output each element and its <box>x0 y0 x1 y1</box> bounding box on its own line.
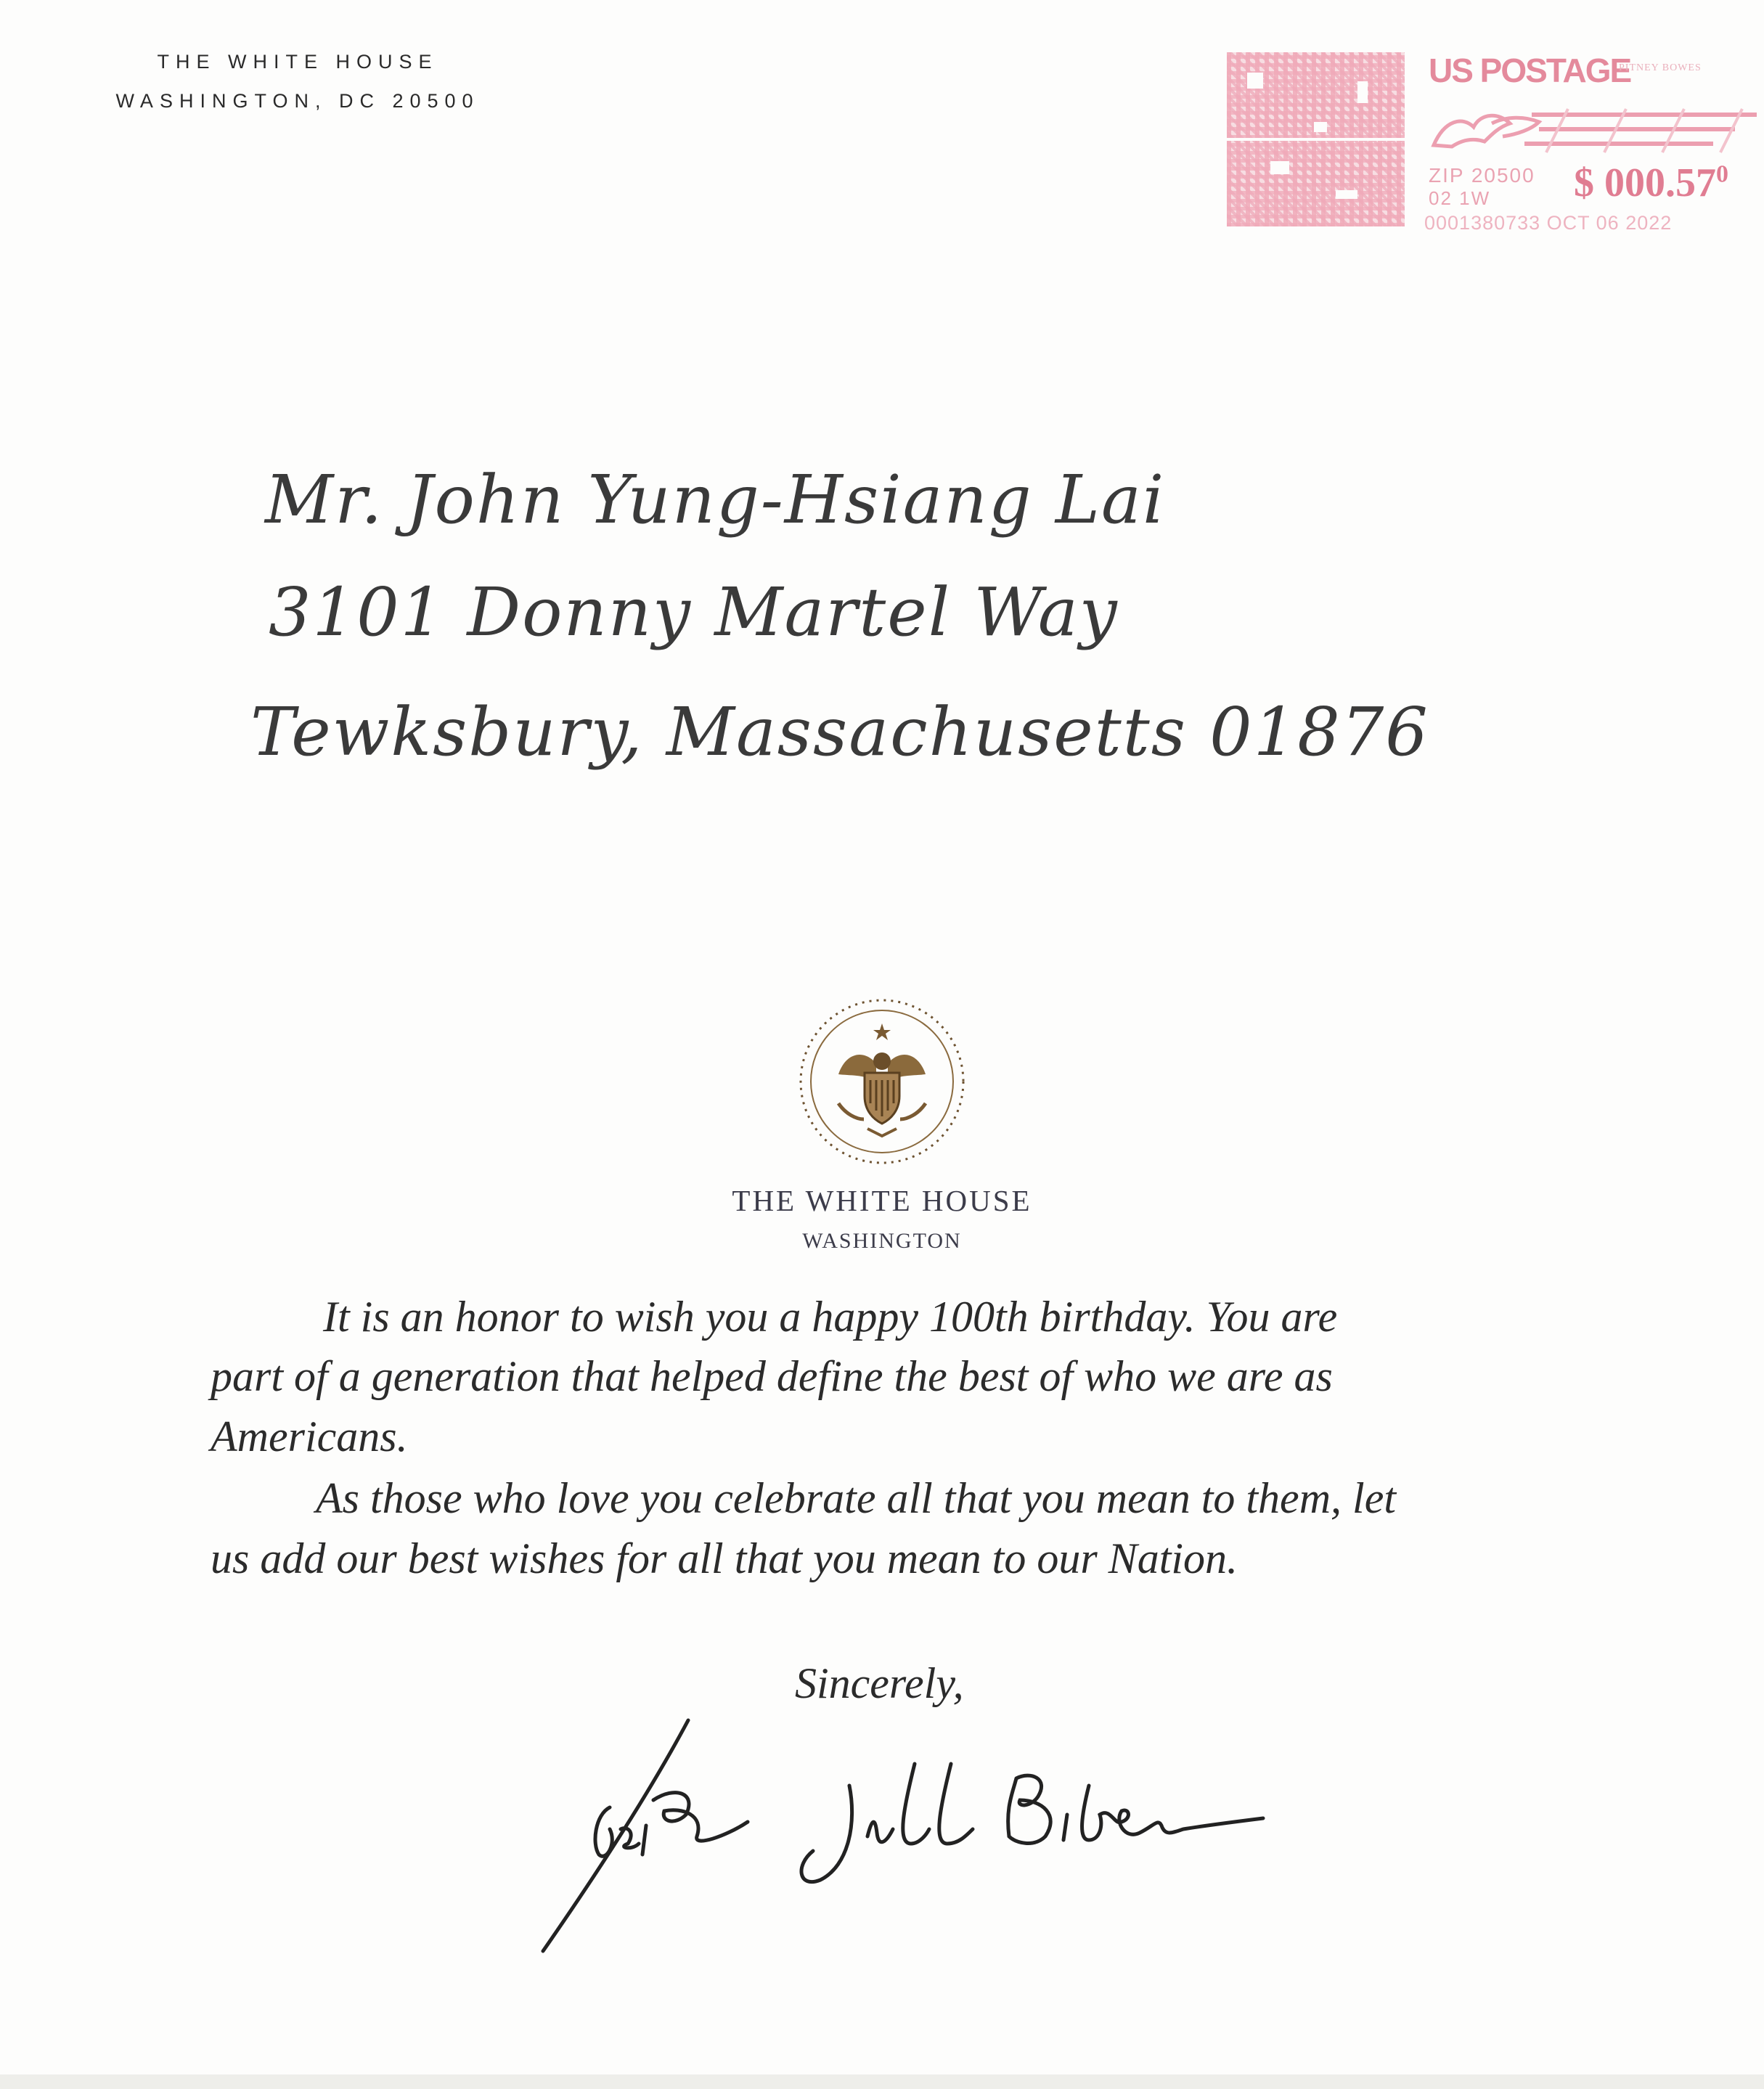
postage-amount-value: $ 000.57 <box>1574 160 1716 205</box>
letter-closing: Sincerely, <box>795 1659 964 1707</box>
postage-vendor: PITNEY BOWES <box>1619 62 1702 73</box>
page-bottom-edge <box>0 2074 1764 2089</box>
postage-amount-tail: 0 <box>1716 160 1728 188</box>
postage-serial-date: 0001380733 OCT 06 2022 <box>1424 212 1673 234</box>
return-address-name: THE WHITE HOUSE <box>157 51 438 73</box>
signatures <box>508 1698 1307 1960</box>
letterhead-city: WASHINGTON <box>802 1229 962 1253</box>
postage-zip: ZIP 20500 <box>1429 164 1535 187</box>
signature-joe-biden <box>543 1720 748 1951</box>
postage-barcode <box>1227 52 1405 226</box>
recipient-street: 3101 Donny Martel Way <box>269 573 1119 651</box>
letter-paragraph-1-line-2: part of a generation that helped define the best of who we are as <box>211 1352 1333 1400</box>
recipient-name: Mr. John Yung-Hsiang Lai <box>265 461 1166 539</box>
postage-amount <box>1574 160 1728 206</box>
postage-meter <box>1227 51 1764 240</box>
postage-eagle-icon <box>1423 94 1764 160</box>
letter-paragraph-1-line-1: It is an honor to wish you a happy 100th birthday. You are <box>323 1293 1338 1341</box>
presidential-seal-icon <box>795 994 969 1169</box>
return-address-city: WASHINGTON, DC 20500 <box>115 90 480 112</box>
recipient-city-line: Tewksbury, Massachusetts 01876 <box>250 693 1429 771</box>
letterhead-title: THE WHITE HOUSE <box>732 1184 1032 1217</box>
letter-paragraph-2-line-2: us add our best wishes for all that you mean to our Nation. <box>211 1534 1238 1582</box>
signature-jill-biden <box>801 1764 1263 1882</box>
postage-zone: 02 1W <box>1429 187 1491 209</box>
postage-label: US POSTAGE <box>1429 52 1631 89</box>
letter-paragraph-2-line-1: As those who love you celebrate all that you mean to them, let <box>316 1474 1396 1522</box>
letter-paragraph-1-line-3: Americans. <box>211 1413 408 1460</box>
